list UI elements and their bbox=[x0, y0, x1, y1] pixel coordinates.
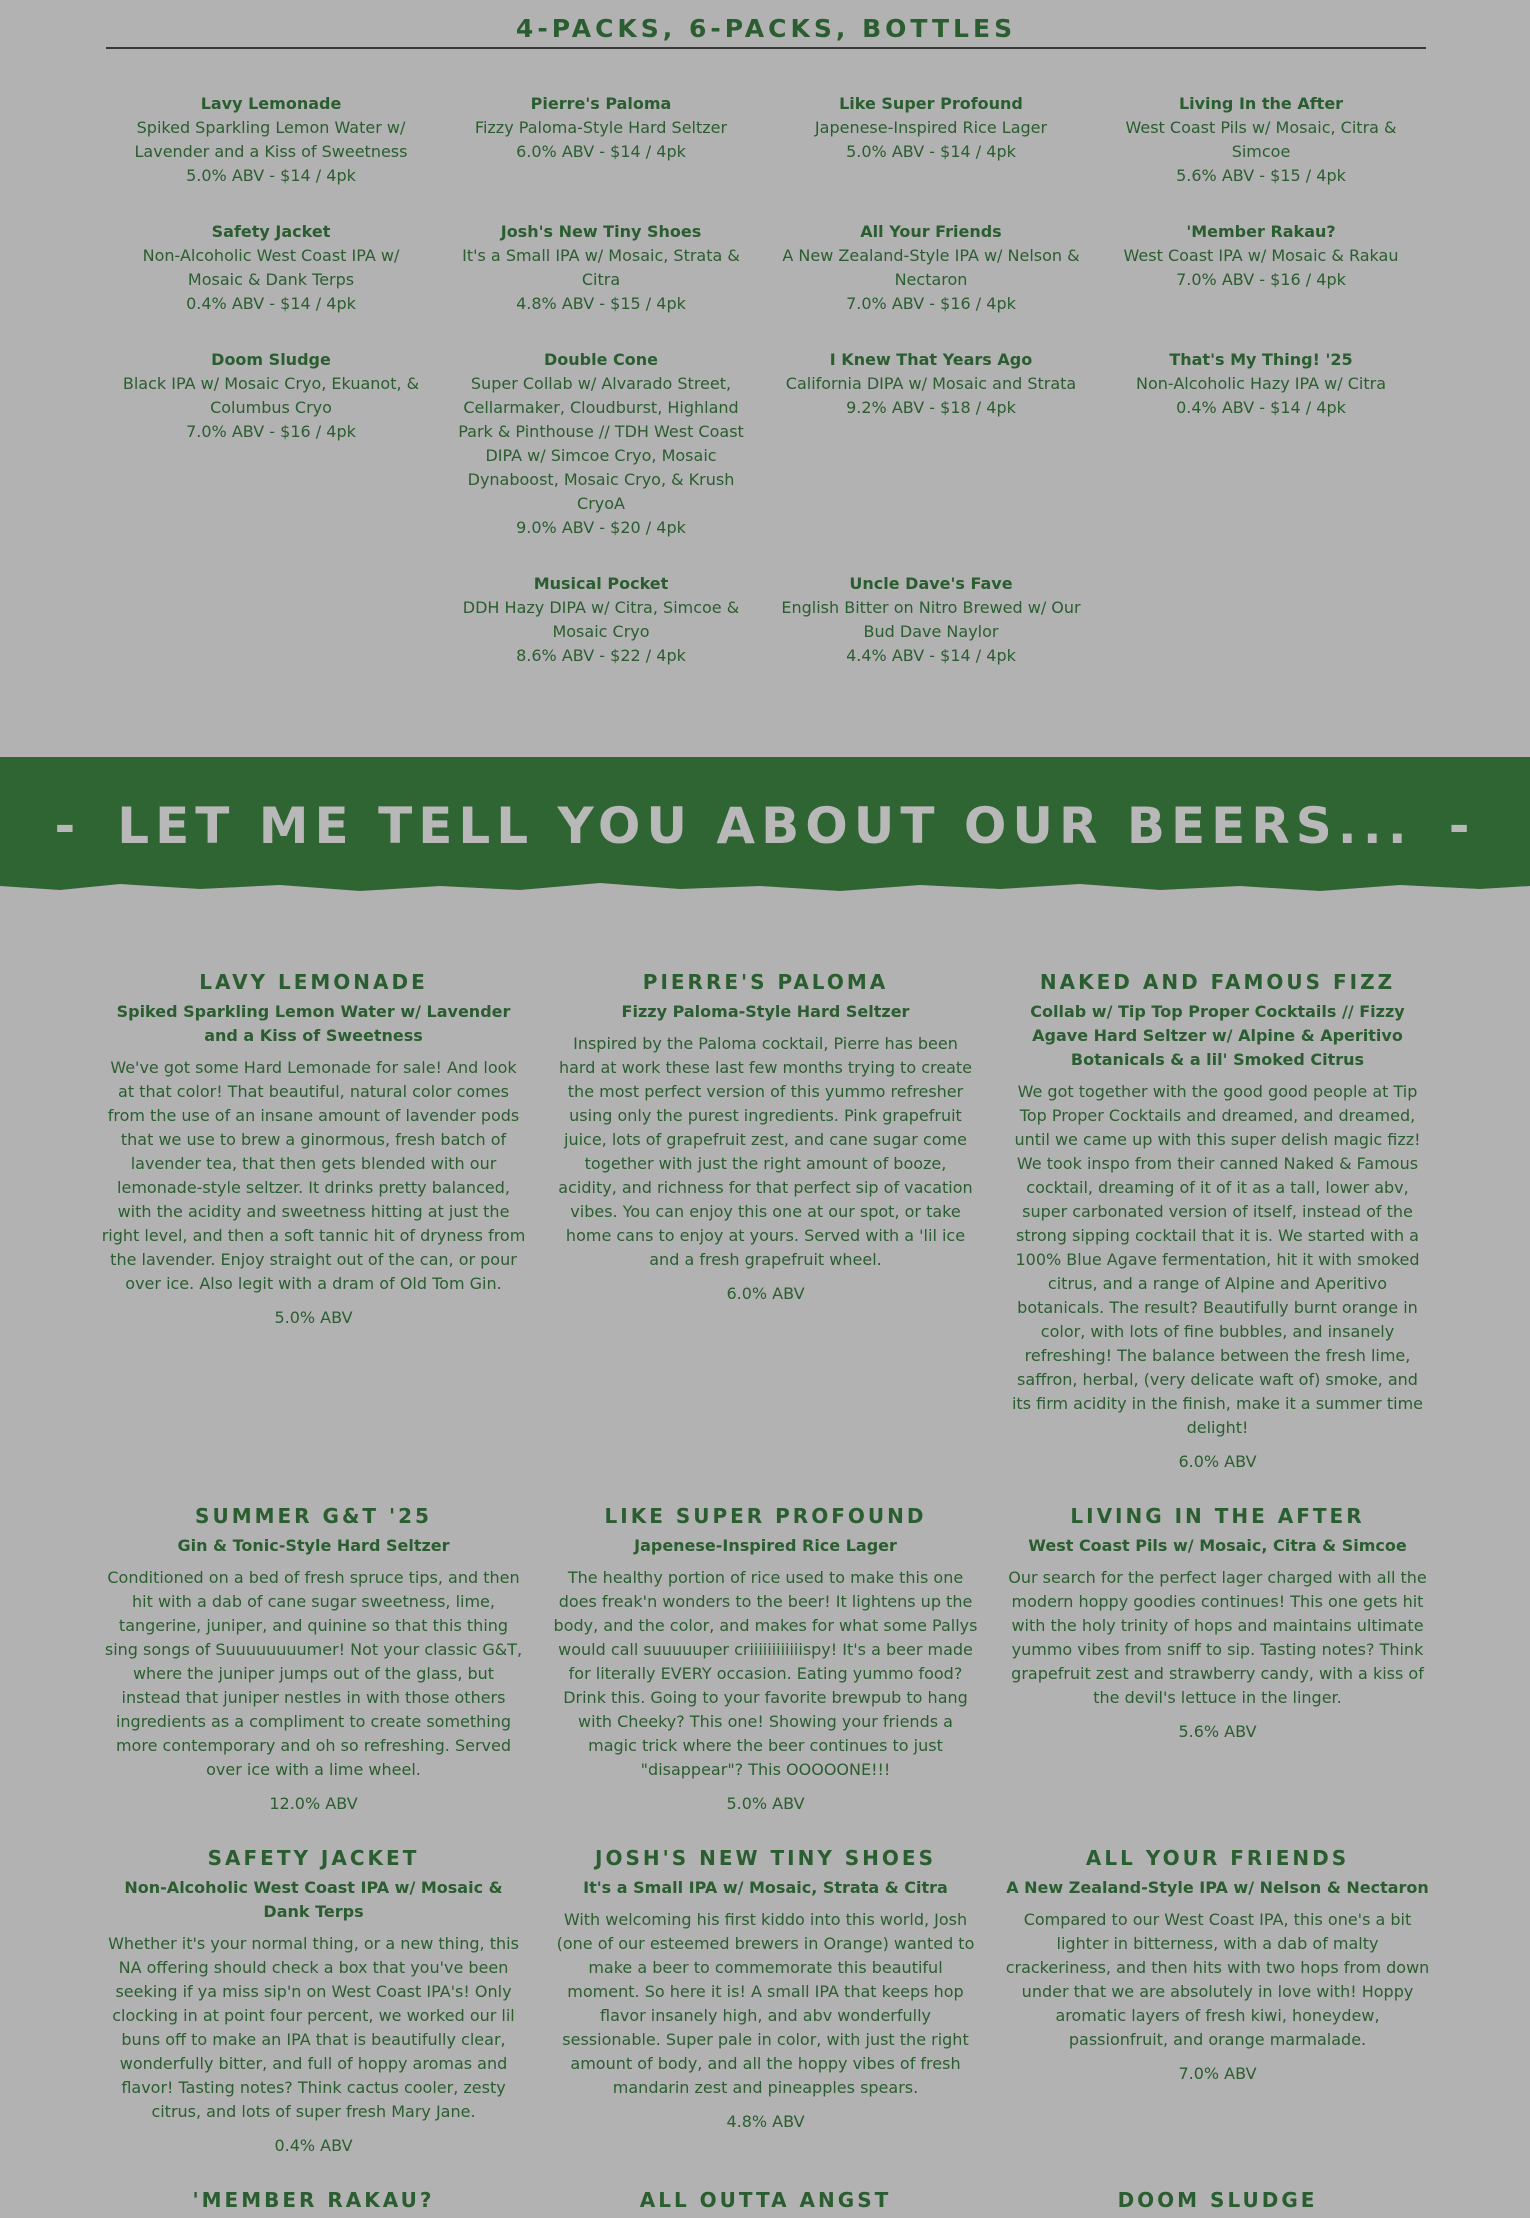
packs-grid bbox=[106, 92, 1426, 668]
pack-info: 7.0% ABV - $16 / 4pk bbox=[846, 294, 1016, 313]
pack-item bbox=[436, 348, 766, 540]
beer-abv: 5.6% ABV bbox=[1178, 1722, 1257, 1741]
pack-name: Like Super Profound bbox=[839, 94, 1023, 113]
beer-style: A New Zealand-Style IPA w/ Nelson & Nectaron bbox=[1006, 1878, 1429, 1897]
beer-abv: 6.0% ABV bbox=[726, 1284, 805, 1303]
pack-item bbox=[1096, 92, 1426, 188]
beer-name: DOOM SLUDGE bbox=[1117, 2188, 1318, 2212]
beer-style: Collab w/ Tip Top Proper Cocktails // Fizzy Agave Hard Seltzer w/ Alpine & Aperitivo Botanicals & a lil' Smoked Citrus bbox=[1030, 1002, 1405, 1069]
pack-item bbox=[436, 92, 766, 188]
pack-name: I Knew That Years Ago bbox=[829, 350, 1033, 369]
packs-title: 4-PACKS, 6-PACKS, BOTTLES bbox=[515, 14, 1017, 43]
beer-name: LIVING IN THE AFTER bbox=[1070, 1504, 1365, 1528]
beer-name: ALL YOUR FRIENDS bbox=[1085, 1846, 1350, 1870]
beer-style: Japenese-Inspired Rice Lager bbox=[634, 1536, 897, 1555]
pack-info: 0.4% ABV - $14 / 4pk bbox=[186, 294, 356, 313]
pack-item bbox=[766, 220, 1096, 316]
pack-name: Musical Pocket bbox=[533, 574, 669, 593]
beer-abv: 4.8% ABV bbox=[726, 2112, 805, 2131]
pack-desc: West Coast Pils w/ Mosaic, Citra & Simcoe bbox=[1125, 118, 1397, 161]
pack-desc: English Bitter on Nitro Brewed w/ Our Bud Dave Naylor bbox=[781, 598, 1081, 641]
beer-name: PIERRE'S PALOMA bbox=[642, 970, 889, 994]
beer-card bbox=[553, 1504, 978, 1816]
beer-name: NAKED AND FAMOUS FIZZ bbox=[1039, 970, 1396, 994]
pack-item bbox=[436, 220, 766, 316]
pack-name: All Your Friends bbox=[860, 222, 1002, 241]
beer-style: West Coast Pils w/ Mosaic, Citra & Simcoe bbox=[1028, 1536, 1407, 1555]
pack-item bbox=[106, 348, 436, 540]
beer-description: Inspired by the Paloma cocktail, Pierre has been hard at work these last few months trying to create the most perfect version of this yummo refresher using only the purest ingredients. Pink grapefruit juice, lots of grapefruit zest, and cane sugar come together with just the right amount of booze, acidity, and richness for that perfect sip of vacation vibes. You can enjoy this one at our spot, or take home cans to enjoy at yours. Served with a 'lil ice and a fresh grapefruit wheel. bbox=[558, 1034, 973, 1269]
pack-info: 4.8% ABV - $15 / 4pk bbox=[516, 294, 686, 313]
beer-style: Gin & Tonic-Style Hard Seltzer bbox=[177, 1536, 450, 1555]
pack-item bbox=[1096, 220, 1426, 316]
beer-card bbox=[101, 1504, 526, 1816]
banner-title bbox=[0, 797, 1530, 855]
beer-style: Fizzy Paloma-Style Hard Seltzer bbox=[621, 1002, 910, 1021]
beer-name: 'MEMBER RAKAU? bbox=[192, 2188, 435, 2212]
beer-abv: 12.0% ABV bbox=[269, 1794, 358, 1813]
beer-name: JOSH'S NEW TINY SHOES bbox=[595, 1846, 936, 1870]
beer-abv: 5.0% ABV bbox=[274, 1308, 353, 1327]
pack-info: 7.0% ABV - $16 / 4pk bbox=[186, 422, 356, 441]
beer-description: Our search for the perfect lager charged with all the modern hoppy goodies continues! This one gets hit with the holy trinity of hops and maintains ultimate yummo vibes from sniff to sip. Tasting notes? Think grapefruit zest and strawberry candy, with a kiss of the devil's lettuce in the linger. bbox=[1008, 1568, 1427, 1707]
beer-abv: 0.4% ABV bbox=[274, 2136, 353, 2155]
pack-name: Lavy Lemonade bbox=[200, 94, 342, 113]
beer-description: Conditioned on a bed of fresh spruce tips, and then hit with a dab of cane sugar sweetness, lime, tangerine, juniper, and quinine so that this thing sing songs of Suuuuuuuumer! Not your classic G&T, where the juniper jumps out of the glass, but instead that juniper nestles in with those others ingredients as a compliment to create something more contemporary and oh so refreshing. Served over ice with a lime wheel. bbox=[104, 1568, 523, 1779]
pack-item bbox=[766, 348, 1096, 540]
beer-card bbox=[1005, 970, 1430, 1474]
beer-card bbox=[101, 1846, 526, 2158]
beer-abv: 7.0% ABV bbox=[1178, 2064, 1257, 2083]
beer-description: Compared to our West Coast IPA, this one's a bit lighter in bitterness, with a dab of malty crackeriness, and then hits with two hops from down under that we are absolutely in love with! Hoppy aromatic layers of fresh kiwi, honeydew, passionfruit, and orange marmalade. bbox=[1005, 1910, 1430, 2049]
beer-style: Spiked Sparkling Lemon Water w/ Lavender and a Kiss of Sweetness bbox=[116, 1002, 511, 1045]
beer-descriptions bbox=[101, 970, 1431, 2218]
pack-item bbox=[766, 92, 1096, 188]
pack-desc: West Coast IPA w/ Mosaic & Rakau bbox=[1123, 246, 1399, 265]
pack-desc: DDH Hazy DIPA w/ Citra, Simcoe & Mosaic Cryo bbox=[462, 598, 740, 641]
pack-name: 'Member Rakau? bbox=[1186, 222, 1336, 241]
beer-name: ALL OUTTA ANGST bbox=[639, 2188, 892, 2212]
pack-name: That's My Thing! '25 bbox=[1169, 350, 1353, 369]
pack-info: 9.2% ABV - $18 / 4pk bbox=[846, 398, 1016, 417]
beer-name: LAVY LEMONADE bbox=[199, 970, 428, 994]
banner-dash-right: - bbox=[1448, 797, 1476, 855]
beer-card bbox=[1005, 1846, 1430, 2158]
pack-desc: Japenese-Inspired Rice Lager bbox=[814, 118, 1048, 137]
beer-abv: 6.0% ABV bbox=[1178, 1452, 1257, 1471]
pack-info: 4.4% ABV - $14 / 4pk bbox=[846, 646, 1016, 665]
beer-style: It's a Small IPA w/ Mosaic, Strata & Citra bbox=[583, 1878, 948, 1897]
beer-card bbox=[553, 1846, 978, 2158]
pack-name: Doom Sludge bbox=[211, 350, 331, 369]
packs-section-header bbox=[106, 14, 1426, 49]
pack-desc: Spiked Sparkling Lemon Water w/ Lavender and a Kiss of Sweetness bbox=[134, 118, 408, 161]
banner-title-text: LET ME TELL YOU ABOUT OUR BEERS... bbox=[117, 797, 1413, 855]
pack-info: 8.6% ABV - $22 / 4pk bbox=[516, 646, 686, 665]
pack-item bbox=[766, 572, 1096, 668]
beer-card bbox=[1005, 1504, 1430, 1816]
pack-name: Pierre's Paloma bbox=[530, 94, 672, 113]
pack-info: 6.0% ABV - $14 / 4pk bbox=[516, 142, 686, 161]
beer-card bbox=[1005, 2188, 1430, 2218]
banner-dash-left: - bbox=[54, 797, 82, 855]
pack-info: 9.0% ABV - $20 / 4pk bbox=[516, 518, 686, 537]
beer-description: We got together with the good good people at Tip Top Proper Cocktails and dreamed, and dreamed, until we came up with this super delish magic fizz! We took inspo from their canned Naked & Famous cocktail, dreaming of it of it as a tall, lower abv, super carbonated version of itself, instead of the strong sipping cocktail that it is. We started with a 100% Blue Agave fermentation, hit it with smoked citrus, and a range of Alpine and Aperitivo botanicals. The result? Beautifully burnt orange in color, with lots of fine bubbles, and insanely refreshing! The balance between the fresh lime, saffron, herbal, (very delicate waft of) smoke, and its firm acidity in the finish, make it a summer time delight! bbox=[1011, 1082, 1423, 1437]
pack-name: Living In the After bbox=[1178, 94, 1344, 113]
beer-name: LIKE SUPER PROFOUND bbox=[604, 1504, 927, 1528]
beer-abv: 5.0% ABV bbox=[726, 1794, 805, 1813]
pack-name: Uncle Dave's Fave bbox=[849, 574, 1013, 593]
pack-info: 0.4% ABV - $14 / 4pk bbox=[1176, 398, 1346, 417]
pack-desc: Non-Alcoholic West Coast IPA w/ Mosaic & Dank Terps bbox=[142, 246, 400, 289]
beer-name: SAFETY JACKET bbox=[207, 1846, 420, 1870]
beer-card bbox=[553, 970, 978, 1474]
beers-banner bbox=[0, 757, 1530, 899]
beer-card bbox=[101, 2188, 526, 2218]
pack-info: 5.0% ABV - $14 / 4pk bbox=[846, 142, 1016, 161]
banner-torn-edge bbox=[0, 880, 1530, 900]
beer-name: SUMMER G&T '25 bbox=[195, 1504, 432, 1528]
pack-name: Josh's New Tiny Shoes bbox=[500, 222, 702, 241]
pack-name: Safety Jacket bbox=[211, 222, 331, 241]
pack-info: 5.0% ABV - $14 / 4pk bbox=[186, 166, 356, 185]
pack-desc: California DIPA w/ Mosaic and Strata bbox=[785, 374, 1077, 393]
pack-item bbox=[106, 220, 436, 316]
pack-desc: Non-Alcoholic Hazy IPA w/ Citra bbox=[1136, 374, 1386, 393]
beer-description: We've got some Hard Lemonade for sale! And look at that color! That beautiful, natural color comes from the use of an insane amount of lavender pods that we use to brew a ginormous, fresh batch of lavender tea, that then gets blended with our lemonade-style seltzer. It drinks pretty balanced, with the acidity and sweetness hitting at just the right level, and then a soft tannic hit of dryness from the lavender. Enjoy straight out of the can, or pour over ice. Also legit with a dram of Old Tom Gin. bbox=[101, 1058, 526, 1293]
pack-info: 7.0% ABV - $16 / 4pk bbox=[1176, 270, 1346, 289]
pack-desc: Black IPA w/ Mosaic Cryo, Ekuanot, & Columbus Cryo bbox=[122, 374, 420, 417]
beer-description: With welcoming his first kiddo into this world, Josh (one of our esteemed brewers in Orange) wanted to make a beer to commemorate this beautiful moment. So here it is! A small IPA that keeps hop flavor insanely high, and abv wonderfully sessionable. Super pale in color, with just the right amount of body, and all the hoppy vibes of fresh mandarin zest and pineapples spears. bbox=[556, 1910, 975, 2097]
pack-desc: It's a Small IPA w/ Mosaic, Strata & Citra bbox=[462, 246, 740, 289]
pack-desc: A New Zealand-Style IPA w/ Nelson & Nectaron bbox=[782, 246, 1080, 289]
pack-item bbox=[1096, 348, 1426, 540]
beer-description: Whether it's your normal thing, or a new thing, this NA offering should check a box that you've been seeking if ya miss sip'n on West Coast IPA's! Only clocking in at point four percent, we worked our lil buns off to make an IPA that is beautifully clear, wonderfully bitter, and full of hoppy aromas and flavor! Tasting notes? Think cactus cooler, zesty citrus, and lots of super fresh Mary Jane. bbox=[108, 1934, 519, 2121]
beer-card bbox=[101, 970, 526, 1474]
pack-name: Double Cone bbox=[544, 350, 658, 369]
beer-description: The healthy portion of rice used to make this one does freak'n wonders to the beer! It lightens up the body, and the color, and makes for what some Pallys would call suuuuuper criiiiiiiiiiiispy! It's a beer made for literally EVERY occasion. Eating yummo food? Drink this. Going to your favorite brewpub to hang with Cheeky? This one! Showing your friends a magic trick where the beer continues to just "disappear"? This OOOOONE!!! bbox=[553, 1568, 978, 1779]
pack-desc: Fizzy Paloma-Style Hard Seltzer bbox=[474, 118, 728, 137]
beer-style: Non-Alcoholic West Coast IPA w/ Mosaic & Dank Terps bbox=[124, 1878, 503, 1921]
pack-desc: Super Collab w/ Alvarado Street, Cellarmaker, Cloudburst, Highland Park & Pinthouse // TDH West Coast DIPA w/ Simcoe Cryo, Mosaic Dynaboost, Mosaic Cryo, & Krush CryoA bbox=[458, 374, 744, 513]
pack-info: 5.6% ABV - $15 / 4pk bbox=[1176, 166, 1346, 185]
pack-item bbox=[436, 572, 766, 668]
beer-card bbox=[553, 2188, 978, 2218]
pack-item bbox=[106, 92, 436, 188]
